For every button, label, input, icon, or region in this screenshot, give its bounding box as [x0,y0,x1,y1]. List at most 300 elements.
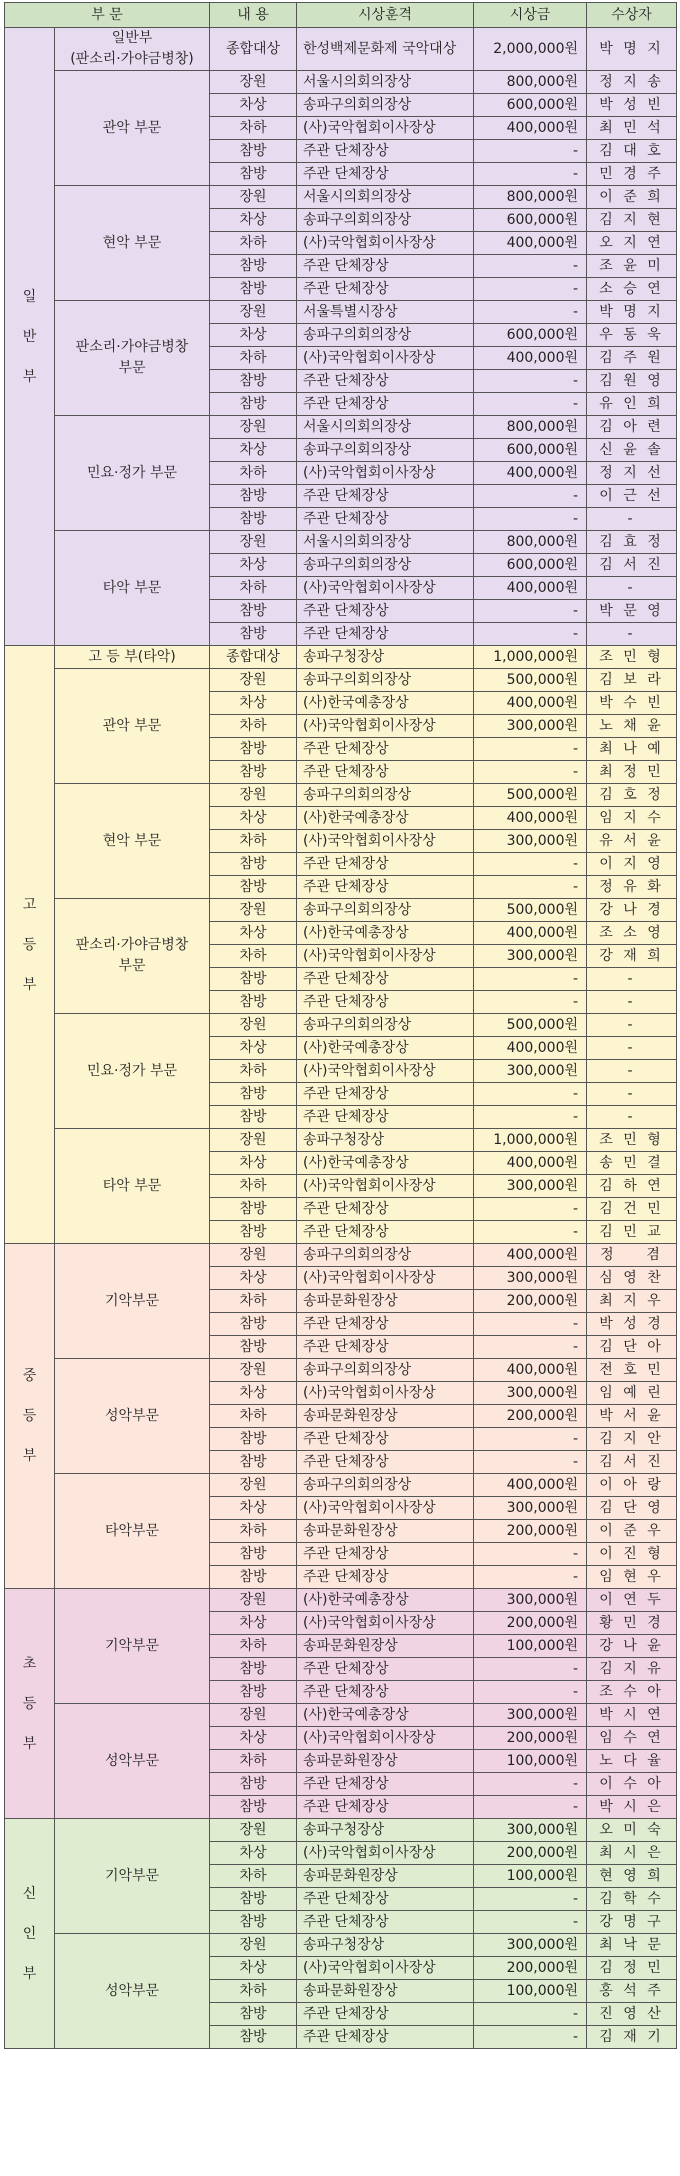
winner-name: 조 윤 미 [587,255,677,278]
division-name: 관악 부문 [55,669,210,784]
award-title: (사)국악협회이사장상 [297,462,474,485]
winner-name: 유 인 희 [587,393,677,416]
prize-money: 300,000원 [474,830,587,853]
prize-money: - [474,485,587,508]
division-name: 성악부문 [55,1359,210,1474]
winner-name: 김 지 유 [587,1658,677,1681]
winner-name: 최 나 예 [587,738,677,761]
prize-money: 400,000원 [474,1359,587,1382]
prize-money: 400,000원 [474,117,587,140]
award-title: 송파문화원장상 [297,1405,474,1428]
prize-money: - [474,140,587,163]
prize-money: - [474,2003,587,2026]
division-name: 현악 부문 [55,784,210,899]
prize-money: - [474,600,587,623]
award-title: 서울특별시장상 [297,301,474,324]
prize-rank: 장원 [210,71,297,94]
prize-money: - [474,1773,587,1796]
prize-money: 100,000원 [474,1750,587,1773]
winner-name: 황 민 경 [587,1612,677,1635]
winner-name: 우 동 욱 [587,324,677,347]
award-title: 주관 단체장상 [297,508,474,531]
prize-money: 200,000원 [474,1612,587,1635]
prize-rank: 차상 [210,1957,297,1980]
award-title: (사)한국예총장상 [297,922,474,945]
award-title: 주관 단체장상 [297,968,474,991]
prize-rank: 차상 [210,324,297,347]
division-name: 현악 부문 [55,186,210,301]
prize-money: - [474,2026,587,2049]
winner-name: 이 근 선 [587,485,677,508]
winner-name: 조 수 아 [587,1681,677,1704]
prize-rank: 참방 [210,163,297,186]
winner-name: 정 지 송 [587,71,677,94]
prize-rank: 참방 [210,1658,297,1681]
award-title: (사)국악협회이사장상 [297,1957,474,1980]
prize-rank: 장원 [210,899,297,922]
prize-rank: 장원 [210,416,297,439]
prize-money: 200,000원 [474,1842,587,1865]
prize-rank: 차하 [210,347,297,370]
award-title: (사)한국예총장상 [297,692,474,715]
prize-money: 500,000원 [474,784,587,807]
prize-rank: 참방 [210,1451,297,1474]
prize-rank: 차하 [210,462,297,485]
prize-money: 300,000원 [474,1704,587,1727]
prize-rank: 차하 [210,1635,297,1658]
prize-rank: 참방 [210,2003,297,2026]
winner-name: 이 수 아 [587,1773,677,1796]
prize-rank: 차하 [210,117,297,140]
winner-name: 정 겸 [587,1244,677,1267]
award-title: 송파구의회의장상 [297,1244,474,1267]
prize-rank: 차하 [210,715,297,738]
prize-rank: 참방 [210,853,297,876]
award-title: 주관 단체장상 [297,1451,474,1474]
winner-name: 박 명 지 [587,28,677,71]
award-title: 송파구청장상 [297,1129,474,1152]
winner-name: 강 나 경 [587,899,677,922]
award-title: 송파문화원장상 [297,1750,474,1773]
prize-rank: 차하 [210,1520,297,1543]
prize-rank: 참방 [210,1681,297,1704]
prize-rank: 장원 [210,1589,297,1612]
winner-name: - [587,1060,677,1083]
award-title: 송파구의회의장상 [297,784,474,807]
award-title: 송파구의회의장상 [297,554,474,577]
prize-rank: 차상 [210,1037,297,1060]
table-row [5,531,677,554]
prize-money: 1,000,000원 [474,1129,587,1152]
award-title: 송파구의회의장상 [297,1014,474,1037]
award-title: 주관 단체장상 [297,140,474,163]
award-title: 송파구의회의장상 [297,669,474,692]
award-title: (사)국악협회이사장상 [297,1382,474,1405]
winner-name: 박 수 빈 [587,692,677,715]
winner-name: 심 영 찬 [587,1267,677,1290]
prize-rank: 참방 [210,278,297,301]
winner-name: 김 단 영 [587,1497,677,1520]
prize-money: 400,000원 [474,347,587,370]
award-title: 주관 단체장상 [297,761,474,784]
award-table [4,2,677,2049]
prize-money: - [474,623,587,646]
winner-name: 강 재 희 [587,945,677,968]
prize-rank: 장원 [210,784,297,807]
award-title: 송파구청장상 [297,1934,474,1957]
award-title: 주관 단체장상 [297,1106,474,1129]
prize-rank: 차상 [210,1267,297,1290]
prize-money: - [474,761,587,784]
prize-money: 600,000원 [474,209,587,232]
prize-money: - [474,1658,587,1681]
prize-rank: 참방 [210,1106,297,1129]
prize-rank: 차하 [210,830,297,853]
award-title: (사)한국예총장상 [297,1152,474,1175]
winner-name: 이 진 형 [587,1543,677,1566]
prize-rank: 차하 [210,1175,297,1198]
winner-name: 김 학 수 [587,1888,677,1911]
award-title: 송파구의회의장상 [297,1474,474,1497]
winner-name: 오 미 숙 [587,1819,677,1842]
award-title: 주관 단체장상 [297,485,474,508]
prize-money: 200,000원 [474,1727,587,1750]
winner-name: 박 시 은 [587,1796,677,1819]
winner-name: 김 호 정 [587,784,677,807]
prize-rank: 장원 [210,301,297,324]
prize-rank: 차상 [210,1612,297,1635]
table-row [5,1359,677,1382]
division-name: 성악부문 [55,1934,210,2049]
prize-money: 300,000원 [474,1934,587,1957]
award-title: 주관 단체장상 [297,1681,474,1704]
winner-name: 임 지 수 [587,807,677,830]
winner-name: 강 나 윤 [587,1635,677,1658]
award-title: 주관 단체장상 [297,1336,474,1359]
award-title: (사)국악협회이사장상 [297,577,474,600]
prize-rank: 차하 [210,945,297,968]
division-name: 기악부문 [55,1589,210,1704]
winner-name: 박 문 영 [587,600,677,623]
division-name: 판소리·가야금병창 부문 [55,899,210,1014]
winner-name: 김 보 라 [587,669,677,692]
prize-money: 200,000원 [474,1957,587,1980]
prize-rank: 차하 [210,1060,297,1083]
prize-money: 100,000원 [474,1980,587,2003]
prize-money: 300,000원 [474,1175,587,1198]
winner-name: 정 지 선 [587,462,677,485]
prize-money: 500,000원 [474,669,587,692]
prize-money: - [474,876,587,899]
award-title: 주관 단체장상 [297,876,474,899]
award-title: 주관 단체장상 [297,1911,474,1934]
table-row [5,1129,677,1152]
award-title: 주관 단체장상 [297,2003,474,2026]
prize-rank: 참방 [210,255,297,278]
prize-rank: 장원 [210,186,297,209]
table-row [5,1474,677,1497]
prize-rank: 참방 [210,1543,297,1566]
winner-name: 이 준 우 [587,1520,677,1543]
winner-name: 박 서 윤 [587,1405,677,1428]
prize-money: 600,000원 [474,324,587,347]
prize-rank: 차상 [210,922,297,945]
prize-money: - [474,163,587,186]
prize-rank: 장원 [210,1474,297,1497]
prize-money: - [474,1451,587,1474]
prize-money: 1,000,000원 [474,646,587,669]
prize-money: - [474,370,587,393]
section-label: 중 등 부 [5,1244,55,1589]
division-name: 관악 부문 [55,71,210,186]
award-title: (사)한국예총장상 [297,807,474,830]
prize-rank: 참방 [210,1198,297,1221]
prize-rank: 참방 [210,1313,297,1336]
award-title: 송파구의회의장상 [297,324,474,347]
award-title: 주관 단체장상 [297,738,474,761]
winner-name: 강 명 구 [587,1911,677,1934]
prize-rank: 종합대상 [210,646,297,669]
winner-name: 최 민 석 [587,117,677,140]
award-title: 서울시의회의장상 [297,71,474,94]
prize-money: - [474,968,587,991]
prize-rank: 참방 [210,1911,297,1934]
prize-rank: 차상 [210,1497,297,1520]
award-title: 송파구의회의장상 [297,899,474,922]
prize-money: - [474,1911,587,1934]
winner-name: - [587,1083,677,1106]
prize-rank: 참방 [210,1221,297,1244]
award-title: (사)한국예총장상 [297,1037,474,1060]
award-title: (사)국악협회이사장상 [297,1842,474,1865]
prize-money: 800,000원 [474,531,587,554]
prize-money: 300,000원 [474,1589,587,1612]
award-title: 서울시의회의장상 [297,531,474,554]
table-row [5,1014,677,1037]
prize-money: 600,000원 [474,94,587,117]
award-title: (사)국악협회이사장상 [297,830,474,853]
winner-name: 이 지 영 [587,853,677,876]
prize-rank: 참방 [210,1796,297,1819]
table-row [5,301,677,324]
prize-money: 500,000원 [474,899,587,922]
winner-name: 조 민 형 [587,1129,677,1152]
prize-rank: 참방 [210,140,297,163]
winner-name: - [587,577,677,600]
award-title: 주관 단체장상 [297,1198,474,1221]
winner-name: - [587,1106,677,1129]
winner-name: 김 서 진 [587,1451,677,1474]
division-name: 고 등 부(타악) [55,646,210,669]
prize-money: 200,000원 [474,1520,587,1543]
prize-rank: 참방 [210,991,297,1014]
winner-name: 현 영 희 [587,1865,677,1888]
prize-money: 500,000원 [474,1014,587,1037]
award-title: (사)국악협회이사장상 [297,117,474,140]
winner-name: - [587,508,677,531]
award-title: (사)국악협회이사장상 [297,232,474,255]
division-name: 타악 부문 [55,531,210,646]
prize-money: 400,000원 [474,1474,587,1497]
prize-rank: 장원 [210,1819,297,1842]
award-results-sheet [4,2,676,2049]
award-title: 송파문화원장상 [297,1520,474,1543]
award-title: 주관 단체장상 [297,1773,474,1796]
winner-name: 노 채 윤 [587,715,677,738]
prize-rank: 참방 [210,1773,297,1796]
winner-name: 김 효 정 [587,531,677,554]
prize-rank: 참방 [210,761,297,784]
table-row [5,669,677,692]
prize-rank: 참방 [210,738,297,761]
prize-money: - [474,991,587,1014]
prize-money: 400,000원 [474,232,587,255]
award-title: 주관 단체장상 [297,2026,474,2049]
prize-money: - [474,1106,587,1129]
award-title: 주관 단체장상 [297,1221,474,1244]
winner-name: 조 소 영 [587,922,677,945]
table-row [5,646,677,669]
prize-money: - [474,1796,587,1819]
award-title: 주관 단체장상 [297,1888,474,1911]
division-name: 판소리·가야금병창 부문 [55,301,210,416]
award-title: 주관 단체장상 [297,623,474,646]
prize-money: 400,000원 [474,1244,587,1267]
prize-money: 300,000원 [474,1267,587,1290]
award-title: (사)국악협회이사장상 [297,1727,474,1750]
prize-rank: 장원 [210,1244,297,1267]
table-row [5,1244,677,1267]
division-name: 기악부문 [55,1819,210,1934]
winner-name: 김 원 영 [587,370,677,393]
prize-money: - [474,853,587,876]
winner-name: 박 성 경 [587,1313,677,1336]
prize-rank: 차상 [210,554,297,577]
prize-money: - [474,1083,587,1106]
winner-name: 정 유 화 [587,876,677,899]
prize-rank: 차하 [210,1405,297,1428]
prize-money: 400,000원 [474,922,587,945]
table-row [5,1589,677,1612]
prize-rank: 장원 [210,1014,297,1037]
section-label: 일 반 부 [5,28,55,646]
winner-name: 김 하 연 [587,1175,677,1198]
winner-name: 신 윤 솔 [587,439,677,462]
prize-rank: 참방 [210,393,297,416]
prize-rank: 참방 [210,2026,297,2049]
award-title: 송파문화원장상 [297,1290,474,1313]
table-row [5,186,677,209]
award-title: 주관 단체장상 [297,1428,474,1451]
header-division: 부 문 [5,3,210,28]
prize-rank: 참방 [210,623,297,646]
prize-money: - [474,738,587,761]
division-name: 성악부문 [55,1704,210,1819]
division-name: 일반부 (판소리·가야금병창) [55,28,210,71]
prize-rank: 차상 [210,1727,297,1750]
prize-money: - [474,393,587,416]
winner-name: 이 준 희 [587,186,677,209]
award-title: 주관 단체장상 [297,600,474,623]
award-title: 주관 단체장상 [297,1566,474,1589]
winner-name: 최 지 우 [587,1290,677,1313]
prize-rank: 장원 [210,1359,297,1382]
division-name: 민요·정가 부문 [55,416,210,531]
winner-name: 전 호 민 [587,1359,677,1382]
prize-rank: 차상 [210,209,297,232]
award-title: 송파구의회의장상 [297,209,474,232]
prize-rank: 장원 [210,1934,297,1957]
winner-name: - [587,623,677,646]
prize-money: 300,000원 [474,715,587,738]
prize-money: - [474,1681,587,1704]
winner-name: 김 지 현 [587,209,677,232]
prize-rank: 차하 [210,232,297,255]
award-title: 송파문화원장상 [297,1635,474,1658]
award-title: (사)국악협회이사장상 [297,945,474,968]
prize-rank: 차하 [210,577,297,600]
award-title: 주관 단체장상 [297,393,474,416]
prize-rank: 참방 [210,1336,297,1359]
division-name: 타악부문 [55,1474,210,1589]
award-title: 송파구의회의장상 [297,94,474,117]
prize-rank: 차하 [210,1980,297,2003]
award-title: (사)국악협회이사장상 [297,1175,474,1198]
header-winner: 수상자 [587,3,677,28]
winner-name: 김 서 진 [587,554,677,577]
header-row [5,3,677,28]
award-title: (사)한국예총장상 [297,1589,474,1612]
prize-rank: 참방 [210,485,297,508]
award-title: 송파문화원장상 [297,1980,474,2003]
award-title: 서울시의회의장상 [297,186,474,209]
winner-name: - [587,1014,677,1037]
winner-name: 소 승 연 [587,278,677,301]
winner-name: 이 연 두 [587,1589,677,1612]
prize-rank: 차하 [210,1750,297,1773]
prize-money: - [474,1888,587,1911]
division-name: 타악 부문 [55,1129,210,1244]
prize-money: 800,000원 [474,186,587,209]
prize-rank: 장원 [210,669,297,692]
prize-rank: 차상 [210,807,297,830]
winner-name: 박 성 빈 [587,94,677,117]
winner-name: 김 대 호 [587,140,677,163]
winner-name: 박 시 연 [587,1704,677,1727]
prize-money: - [474,1313,587,1336]
winner-name: 오 지 연 [587,232,677,255]
prize-money: 300,000원 [474,1497,587,1520]
prize-money: 400,000원 [474,462,587,485]
award-title: 송파구의회의장상 [297,1359,474,1382]
prize-rank: 차하 [210,1865,297,1888]
award-title: 송파구청장상 [297,1819,474,1842]
prize-money: 400,000원 [474,1152,587,1175]
prize-money: 800,000원 [474,71,587,94]
award-title: 주관 단체장상 [297,1796,474,1819]
winner-name: - [587,1037,677,1060]
prize-rank: 참방 [210,508,297,531]
prize-money: - [474,1221,587,1244]
section-label: 신 인 부 [5,1819,55,2049]
prize-rank: 차하 [210,1290,297,1313]
winner-name: - [587,968,677,991]
prize-money: 300,000원 [474,945,587,968]
prize-money: - [474,1336,587,1359]
prize-money: - [474,1566,587,1589]
award-title: (사)국악협회이사장상 [297,1497,474,1520]
winner-name: 조 민 형 [587,646,677,669]
